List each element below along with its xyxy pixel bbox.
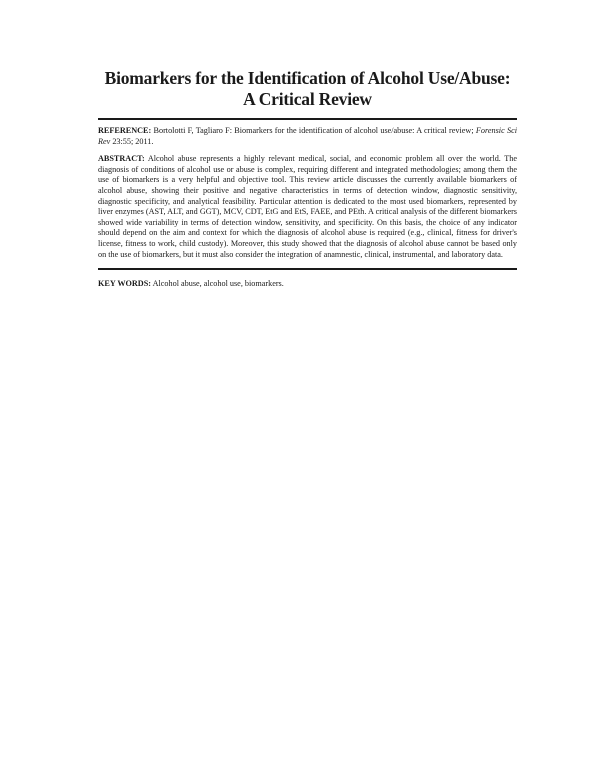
keywords-paragraph <box>98 279 517 290</box>
abstract-paragraph <box>98 154 517 260</box>
top-rule <box>98 118 517 120</box>
abstract-text: Alcohol abuse represents a highly relevant medical, social, and economic problem all over the world. The diagnosis of conditions of alcohol use or abuse is complex, requiring different and integrated methodologies; among them the use of biomarkers is a very helpful and objective tool. This review article discusses the currently available biomarkers of alcohol abuse, showing their positive and negative characteristics in terms of detection window, diagnostic sensitivity, diagnostic specificity, and analytical feasibility. Particular attention is dedicated to the most used biomarkers, represented by liver enzymes (AST, ALT, and GGT), MCV, CDT, EtG and EtS, FAEE, and PEth. A critical analysis of the different biomarkers showed wide variability in terms of detection window, sensitivity, and specificity. On this basis, the choice of any indicator should depend on the aim and context for which the diagnosis of alcohol abuse is required (e.g., clinical, fitness for driver's license, fitness to work, child custody). Moreover, this study showed that the diagnosis of alcohol abuse cannot be based only on the use of biomarkers, but it must also consider the integration of anamnestic, clinical, instrumental, and laboratory data. <box>98 154 517 259</box>
title-line-2: A Critical Review <box>243 89 372 109</box>
keywords-label: KEY WORDS: <box>98 279 151 289</box>
bottom-rule <box>98 268 517 270</box>
reference-paragraph <box>98 126 517 147</box>
article-page <box>98 68 517 290</box>
reference-label: REFERENCE: <box>98 126 152 135</box>
title-line-1: Biomarkers for the Identification of Alcohol Use/Abuse: <box>104 68 511 88</box>
abstract-label: ABSTRACT: <box>98 154 145 164</box>
reference-journal: Forensic Sci Rev <box>98 126 517 146</box>
reference-text: Bortolotti F, Tagliaro F: Biomarkers for the identification of alcohol use/abuse: A critical review; <box>151 126 476 135</box>
article-title <box>98 68 517 110</box>
keywords-text: Alcohol abuse, alcohol use, biomarkers. <box>151 279 284 289</box>
reference-citation: 23:55; 2011. <box>110 136 154 146</box>
